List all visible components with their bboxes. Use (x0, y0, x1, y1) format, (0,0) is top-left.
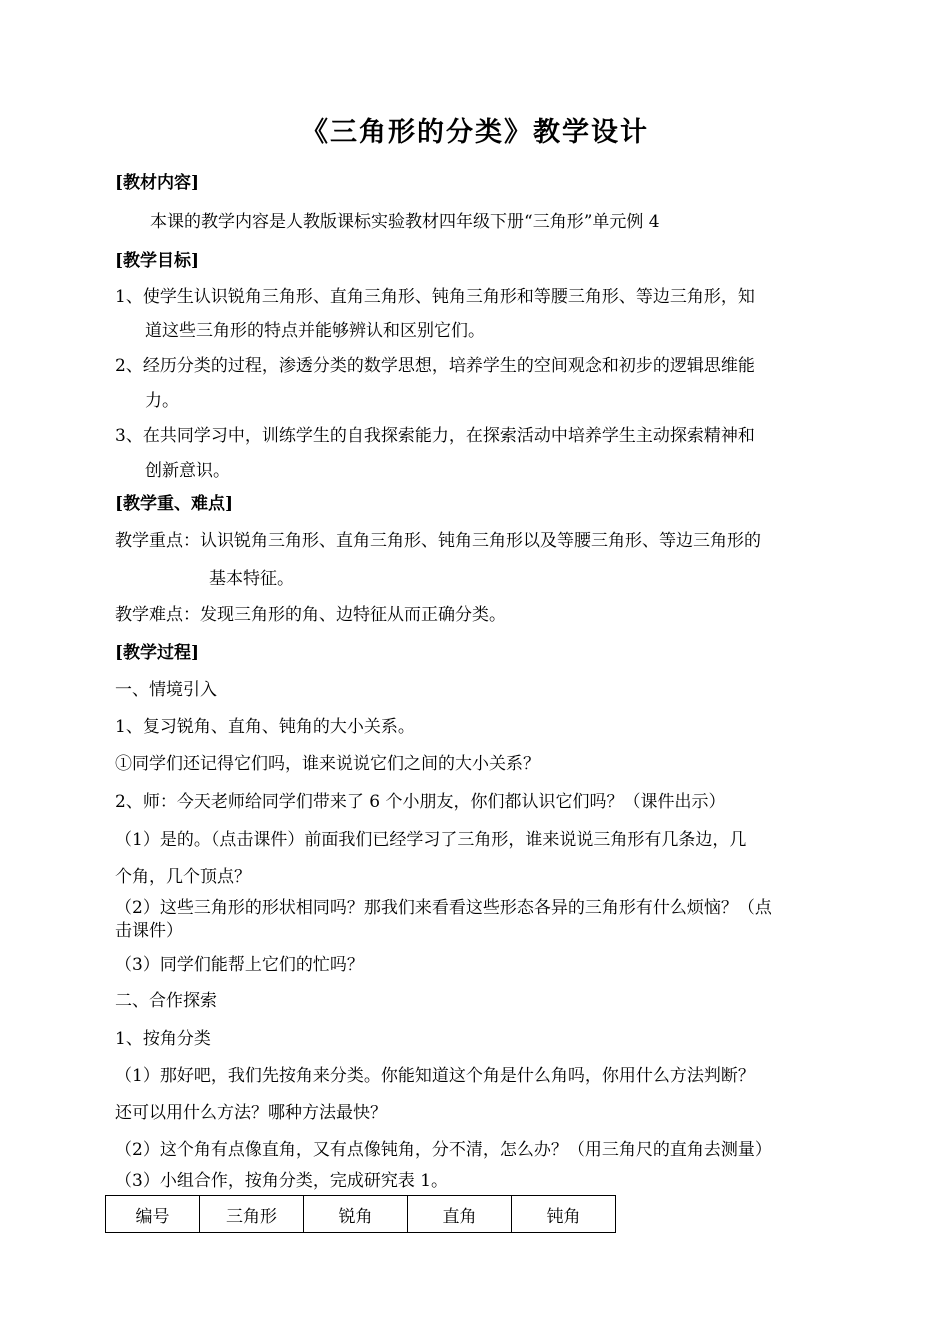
goal-2-line-1: 2、经历分类的过程，渗透分类的数学思想，培养学生的空间观念和初步的逻辑思维能 (115, 356, 755, 376)
process-line: 2、师：今天老师给同学们带来了 6 个小朋友，你们都认识它们吗？（课件出示） (115, 792, 726, 812)
process-line: （1）那好吧，我们先按角来分类。你能知道这个角是什么角吗，你用什么方法判断？ (115, 1066, 755, 1086)
goal-3-line-1: 3、在共同学习中，训练学生的自我探索能力，在探索活动中培养学生主动探索精神和 (115, 426, 755, 446)
goal-2-line-2: 力。 (145, 391, 179, 411)
goal-1-line-2: 道这些三角形的特点并能够辨认和区别它们。 (145, 321, 485, 341)
difficult-point: 教学难点：发现三角形的角、边特征从而正确分类。 (115, 605, 506, 625)
process-line: （3）小组合作，按角分类，完成研究表 1。 (115, 1171, 449, 1191)
section-heading-goals: [教学目标] (115, 251, 200, 271)
table-header-cell: 锐角 (304, 1196, 408, 1233)
process-line: 击课件） (115, 921, 183, 941)
goal-3-line-2: 创新意识。 (145, 461, 230, 481)
table-header-cell: 钝角 (512, 1196, 616, 1233)
process-line: 一、情境引入 (115, 680, 217, 700)
process-line: （3）同学们能帮上它们的忙吗？ (115, 955, 364, 975)
section-heading-process: [教学过程] (115, 643, 200, 663)
table-header-row (106, 1196, 616, 1233)
process-line: ①同学们还记得它们吗，谁来说说它们之间的大小关系？ (115, 754, 540, 774)
process-line: （2）这个角有点像直角，又有点像钝角，分不清，怎么办？（用三角尺的直角去测量） (115, 1140, 772, 1160)
document-title: 《三角形的分类》教学设计 (301, 117, 649, 148)
key-point-line-1: 教学重点：认识锐角三角形、直角三角形、钝角三角形以及等腰三角形、等边三角形的 (115, 531, 761, 551)
key-point-line-2: 基本特征。 (209, 569, 294, 589)
process-line: 1、复习锐角、直角、钝角的大小关系。 (115, 717, 415, 737)
process-line: （2）这些三角形的形状相同吗？那我们来看看这些形态各异的三角形有什么烦恼？（点 (115, 898, 772, 918)
paragraph-material: 本课的教学内容是人教版课标实验教材四年级下册“三角形”单元例 4 (150, 212, 660, 232)
process-line: （1）是的。（点击课件）前面我们已经学习了三角形，谁来说说三角形有几条边，几 (115, 830, 747, 850)
table-header-cell: 编号 (106, 1196, 200, 1233)
process-line: 1、按角分类 (115, 1029, 211, 1049)
process-line: 还可以用什么方法？哪种方法最快？ (115, 1103, 387, 1123)
table-header-cell: 三角形 (200, 1196, 304, 1233)
process-line: 个角，几个顶点？ (115, 867, 251, 887)
section-heading-material: [教材内容] (115, 173, 200, 193)
table-header-cell: 直角 (408, 1196, 512, 1233)
research-table (105, 1195, 616, 1233)
process-line: 二、合作探索 (115, 991, 217, 1011)
section-heading-key-points: [教学重、难点] (115, 494, 234, 514)
goal-1-line-1: 1、使学生认识锐角三角形、直角三角形、钝角三角形和等腰三角形、等边三角形，知 (115, 287, 755, 307)
